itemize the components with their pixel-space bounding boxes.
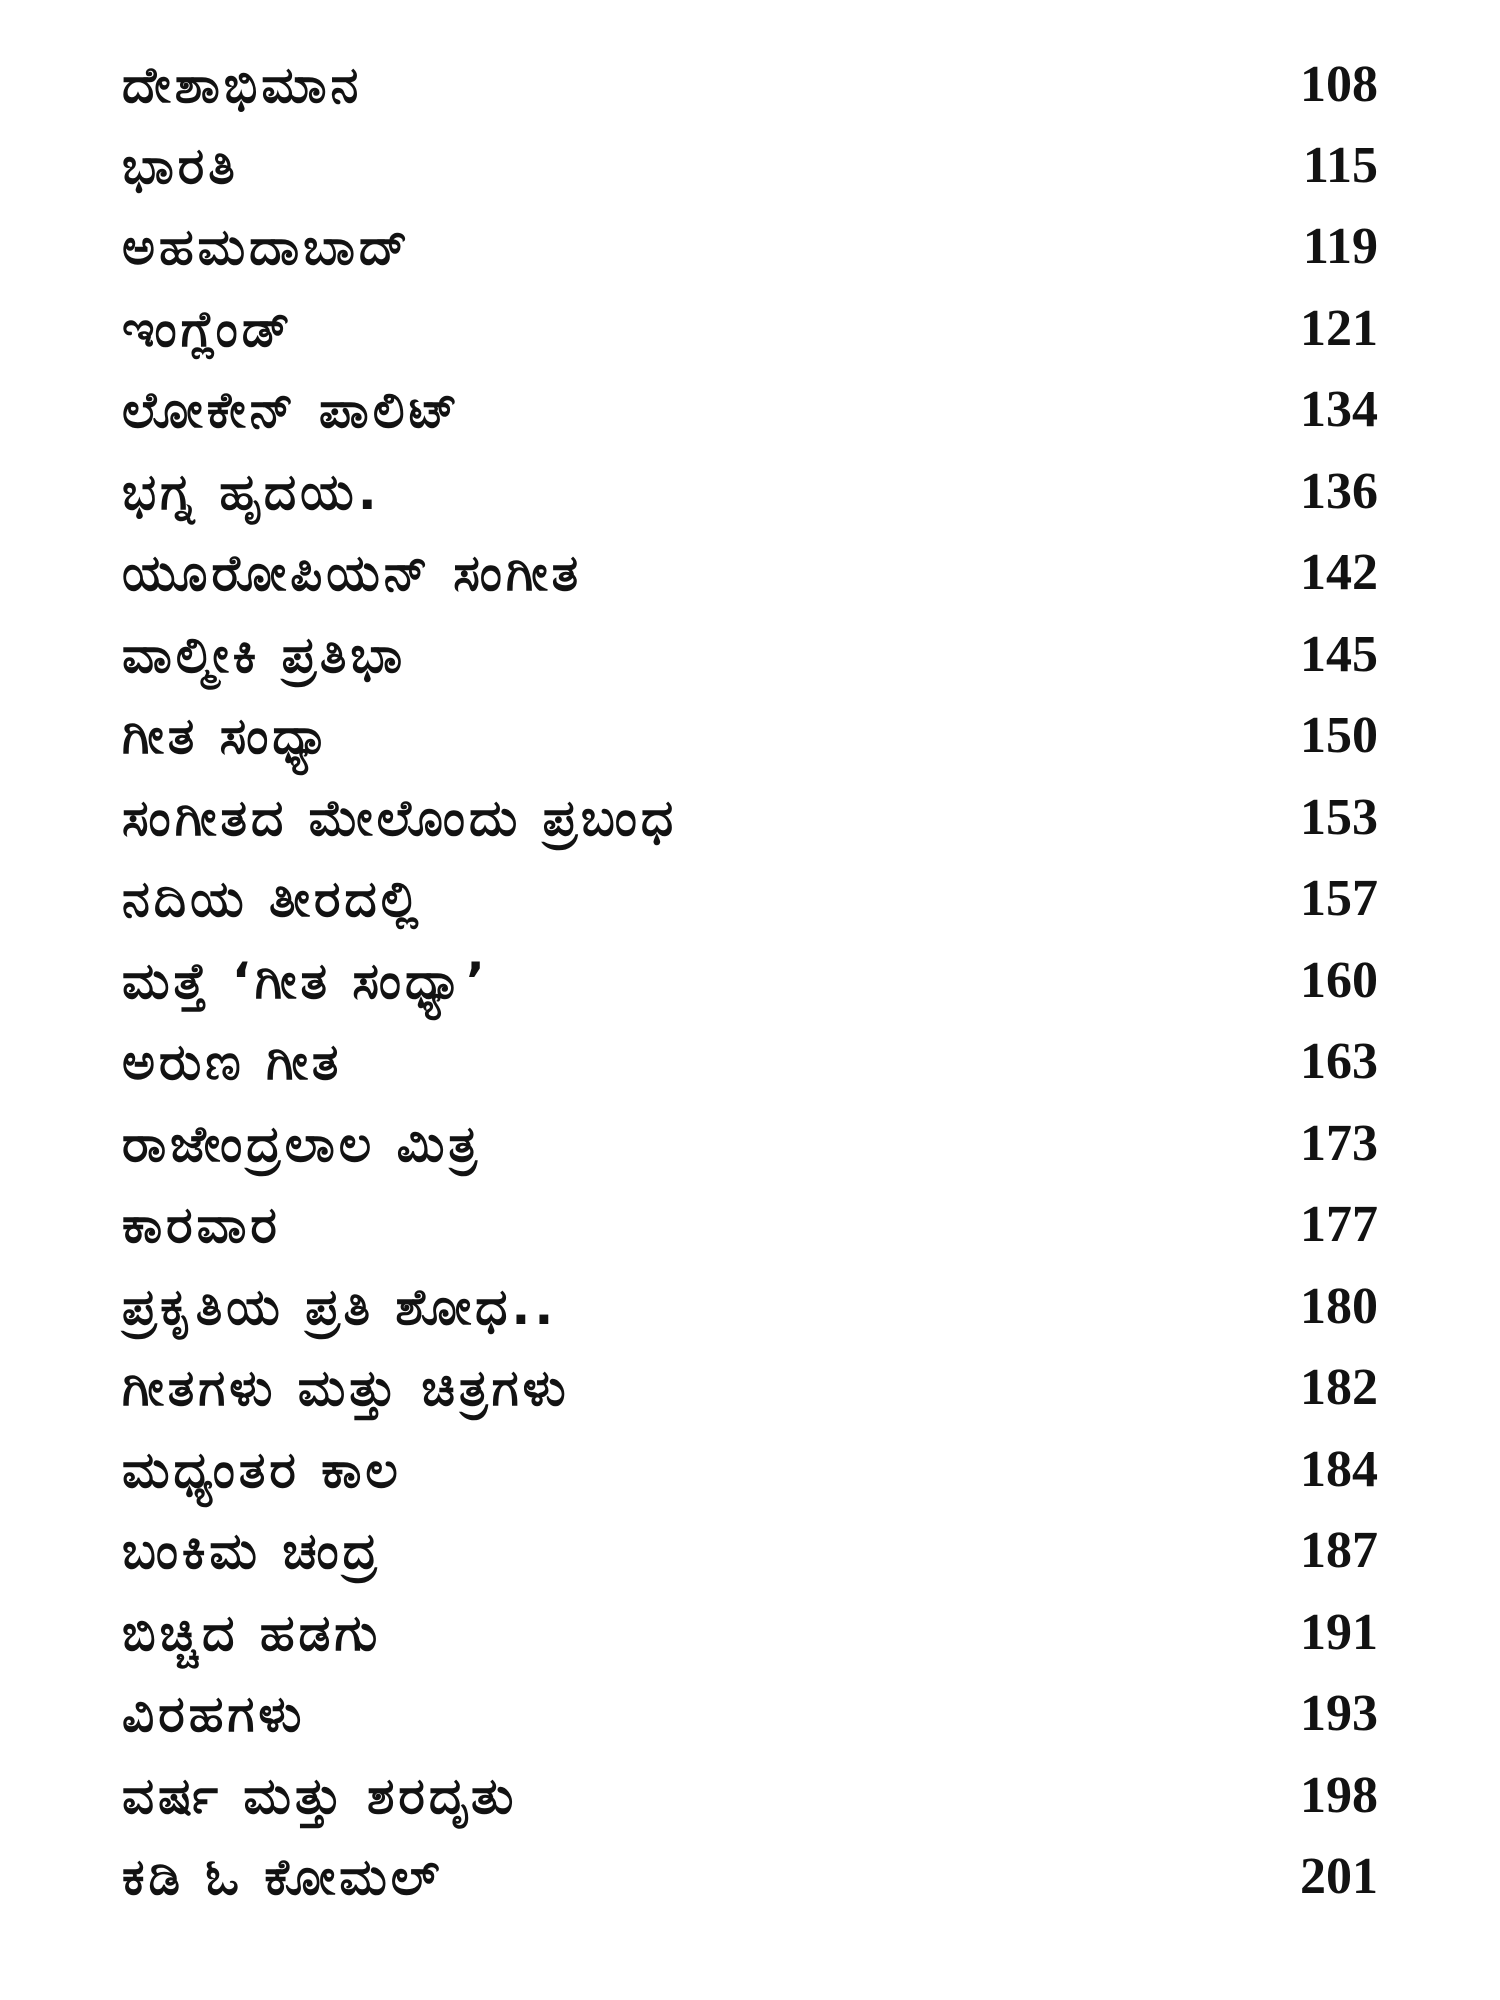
toc-entry-page: 187 bbox=[1300, 1522, 1378, 1579]
toc-entry-title: ಲೋಕೇನ್ ಪಾಲಿಟ್ bbox=[122, 381, 462, 439]
toc-entry-title: ಇಂಗ್ಲೆಂಡ್ bbox=[122, 300, 294, 358]
toc-entry-title: ಬಿಚ್ಚಿದ ಹಡಗು bbox=[122, 1604, 382, 1662]
toc-entry bbox=[0, 1838, 1500, 1920]
toc-entry bbox=[0, 1349, 1500, 1431]
toc-entry-title: ದೇಶಾಭಿಮಾನ bbox=[122, 56, 363, 114]
toc-entry bbox=[0, 1023, 1500, 1105]
toc-entry bbox=[0, 1512, 1500, 1594]
toc-entry-page: 173 bbox=[1300, 1115, 1378, 1172]
toc-entry bbox=[0, 453, 1500, 535]
toc-entry-title: ಬಂಕಿಮ ಚಂದ್ರ bbox=[122, 1522, 382, 1580]
toc-entry bbox=[0, 1594, 1500, 1676]
toc-entry-page: 180 bbox=[1300, 1278, 1378, 1335]
toc-entry-page: 198 bbox=[1300, 1767, 1378, 1824]
toc-entry bbox=[0, 127, 1500, 209]
toc-entry bbox=[0, 1675, 1500, 1757]
toc-entry-page: 201 bbox=[1300, 1848, 1378, 1905]
toc-entry-page: 153 bbox=[1300, 789, 1378, 846]
toc-entry bbox=[0, 1105, 1500, 1187]
toc-entry bbox=[0, 779, 1500, 861]
toc-entry-title: ಕಾರವಾರ bbox=[122, 1196, 281, 1254]
toc-entry-title: ಭಾರತಿ bbox=[122, 137, 239, 195]
toc-entry-page: 182 bbox=[1300, 1359, 1378, 1416]
toc-entry-title: ಪ್ರಕೃತಿಯ ಪ್ರತಿ ಶೋಧ.. bbox=[122, 1278, 558, 1336]
toc-entry-page: 160 bbox=[1300, 952, 1378, 1009]
toc-entry bbox=[0, 371, 1500, 453]
toc-entry-title: ಗೀತ ಸಂಧ್ಯಾ bbox=[122, 707, 334, 765]
toc-entry-title: ಅಹಮದಾಬಾದ್ bbox=[122, 218, 412, 276]
toc-entry-page: 142 bbox=[1300, 544, 1378, 601]
toc-entry-title: ರಾಜೇಂದ್ರಲಾಲ ಮಿತ್ರ bbox=[122, 1115, 482, 1173]
toc-entry bbox=[0, 208, 1500, 290]
toc-entry-page: 145 bbox=[1300, 626, 1378, 683]
toc-entry-title: ಯೂರೋಪಿಯನ್ ಸಂಗೀತ bbox=[122, 544, 583, 602]
toc-entry-title: ಭಗ್ನ ಹೃದಯ. bbox=[122, 463, 381, 521]
toc-entry-page: 108 bbox=[1300, 56, 1378, 113]
toc-entry bbox=[0, 290, 1500, 372]
toc-entry-title: ಕಡಿ ಓ ಕೋಮಲ್ bbox=[122, 1848, 444, 1906]
toc-entry-title: ಸಂಗೀತದ ಮೇಲೊಂದು ಪ್ರಬಂಧ bbox=[122, 789, 678, 847]
toc-entry-page: 119 bbox=[1302, 218, 1378, 275]
toc-entry-title: ಅರುಣ ಗೀತ bbox=[122, 1033, 343, 1091]
toc-entry bbox=[0, 1186, 1500, 1268]
toc-entry bbox=[0, 1757, 1500, 1839]
toc-entry-page: 163 bbox=[1300, 1033, 1378, 1090]
toc-entry-page: 136 bbox=[1300, 463, 1378, 520]
toc-entry-title: ಮಧ್ಯಂತರ ಕಾಲ bbox=[122, 1441, 402, 1499]
toc-entry-page: 184 bbox=[1300, 1441, 1378, 1498]
toc-entry-title: ಮತ್ತೆ ‘ಗೀತ ಸಂಧ್ಯಾ’ bbox=[122, 952, 489, 1010]
toc-entry bbox=[0, 860, 1500, 942]
toc-entry-page: 115 bbox=[1302, 137, 1378, 194]
toc-entry bbox=[0, 942, 1500, 1024]
toc-entry bbox=[0, 1268, 1500, 1350]
toc-entry bbox=[0, 46, 1500, 128]
toc-entry-page: 134 bbox=[1300, 381, 1378, 438]
toc-entry-page: 177 bbox=[1300, 1196, 1378, 1253]
toc-entry bbox=[0, 1431, 1500, 1513]
toc-entry-page: 157 bbox=[1300, 870, 1378, 927]
toc-entry-title: ವರ್ಷ ಮತ್ತು ಶರದೃತು bbox=[122, 1767, 518, 1825]
toc-entry-page: 121 bbox=[1300, 300, 1378, 357]
toc-entry bbox=[0, 697, 1500, 779]
toc-entry-page: 191 bbox=[1300, 1604, 1378, 1661]
toc-entry bbox=[0, 534, 1500, 616]
toc-entry-title: ವಿರಹಗಳು bbox=[122, 1685, 306, 1743]
toc-entry-title: ಗೀತಗಳು ಮತ್ತು ಚಿತ್ರಗಳು bbox=[122, 1359, 570, 1417]
toc-entry-page: 193 bbox=[1300, 1685, 1378, 1742]
toc-entry bbox=[0, 616, 1500, 698]
toc-entry-title: ನದಿಯ ತೀರದಲ್ಲಿ bbox=[122, 870, 423, 928]
toc-entry-page: 150 bbox=[1300, 707, 1378, 764]
toc-entry-title: ವಾಲ್ಮೀಕಿ ಪ್ರತಿಭಾ bbox=[122, 626, 407, 684]
